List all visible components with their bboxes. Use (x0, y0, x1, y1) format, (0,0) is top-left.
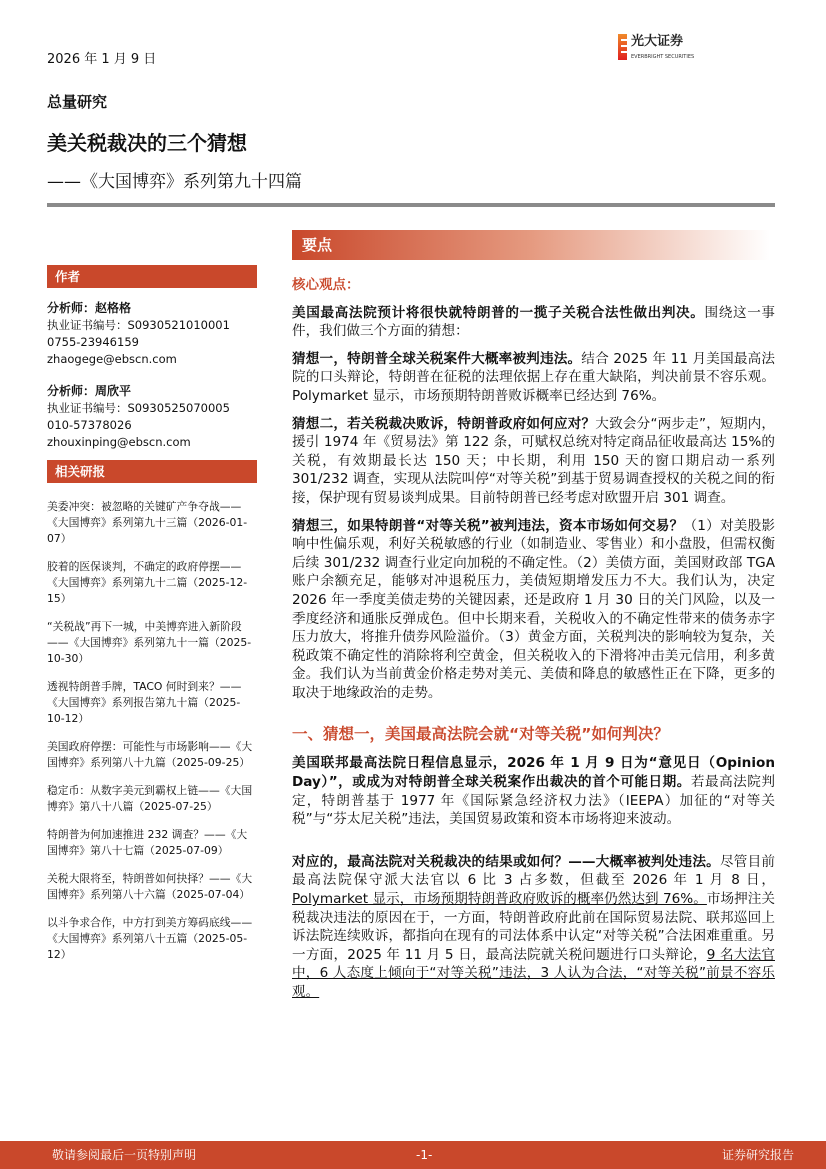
analyst-card (47, 383, 257, 451)
section-1-paragraph (292, 754, 775, 828)
underlined-text: 9 名大法官中，6 人态度上倾向于“对等关税”违法，3 人认为合法，“对等关税”前景不容乐观。 (292, 946, 775, 1000)
body-text: 围绕这一事件，我们做三个方面的猜想： (292, 304, 776, 340)
analyst-email[interactable]: zhaogege@ebscn.com (47, 352, 177, 366)
related-report-item[interactable]: 关税大限将至，特朗普如何抉择？——《大国博弈》系列第八十六篇（2025-07-04） (47, 872, 253, 901)
keypoints-banner (292, 230, 770, 260)
body-text: 结合 2025 年 11 月美国最高法院的口头辩论，特朗普在征税的法理依据上存在重大缺陷，判决前景不容乐观。Polymarket 显示，市场预期特朗普败诉概率已经达到 76%。 (292, 350, 775, 404)
body-text: 若最高法院判定，特朗普基于 1977 年《国际紧急经济权力法》（IEEPA）加征的“对等关税”与“芬太尼关税”违法，美国贸易政策和资本市场将迎来波动。 (292, 774, 775, 828)
conjecture-2 (292, 415, 775, 508)
body-text: （1）对美股影响中性偏乐观，利好关税敏感的行业（如制造业、零售业）和小盘股，但需权衡后续 301/232 调查行业定向加税的不确定性。（2）美债方面，美国财政部 TGA 账户余额充足，能够对冲退税压力，美债短期增发压力不大。我们认为，决定 2026 年一季度美债走势的关键因素，还是政府 1 月 30 日的关门风险，以及一季度经济和通胀反弹成色。但中长期来看，关税收入的不确定性带来的债务赤字压力放大，将推升债券风险溢价。（3）黄金方面，关税判决的影响较为复杂，关税政策不确定性的消除将利空黄金，但关税收入的下滑将冲击美元信用，利多黄金。我们认为当前黄金价格走势对美元、美债和降息的敏感性正在下降，更多的取决于地缘政治的走势。 (292, 517, 775, 701)
related-report-item[interactable]: 胶着的医保谈判，不确定的政府停摆——《大国博弈》系列第九十二篇（2025-12-15） (47, 560, 248, 605)
logo-mark-icon (618, 34, 627, 60)
lead-text: 猜想三，如果特朗普“对等关税”被判违法，资本市场如何交易？ (292, 517, 684, 534)
footer-report-type: 证券研究报告 (722, 1148, 795, 1162)
header-divider (47, 203, 775, 207)
conjecture-1 (292, 350, 775, 406)
report-subtitle: ——《大国博弈》系列第九十四篇 (47, 172, 302, 192)
analyst-email[interactable]: zhouxinping@ebscn.com (47, 435, 191, 449)
body-text: 市场押注关税裁决违法的原因在于，一方面，特朗普政府此前在国际贸易法院、联邦巡回上诉法院连续败诉，都指向在现有的司法体系中认定“对等关税”合法困难重重。另一方面，2025 年 11 月 5 日，最高法院就关税问题进行口头辩论， (292, 891, 775, 963)
related-report-item[interactable]: 特朗普为何加速推进 232 调查？——《大国博弈》第八十七篇（2025-07-09） (47, 828, 248, 857)
related-report-item[interactable]: 美委冲突：被忽略的关键矿产争夺战——《大国博弈》系列第九十三篇（2026-01-07） (47, 500, 248, 545)
related-report-item[interactable]: “关税战”再下一城，中美博弈进入新阶段——《大国博弈》系列第九十一篇（2025-10-30） (47, 620, 252, 665)
lead-text: 美国联邦最高法院日程信息显示，2026 年 1 月 9 日为“意见日（Opinion Day）”，或成为对特朗普全球关税案作出裁决的首个可能日期。 (292, 755, 775, 791)
keypoints-label: 要点 (302, 236, 333, 254)
lead-text: 猜想二，若关税裁决败诉，特朗普政府如何应对？ (292, 415, 596, 432)
brand-logo (618, 34, 718, 64)
report-date: 2026 年 1 月 9 日 (47, 52, 157, 67)
analyst-cert: 执业证书编号：S0930525070005 (47, 401, 230, 415)
lead-text: 猜想一，特朗普全球关税案件大概率被判违法。 (292, 350, 582, 367)
related-report-item[interactable]: 透视特朗普手牌，TACO 何时到来？——《大国博弈》系列报告第九十篇（2025-10-12） (47, 680, 242, 725)
section-1-heading: 一、猜想一，美国最高法院会就“对等关税”如何判决？ (292, 725, 669, 744)
analyst-card (47, 300, 257, 368)
analyst-name: 分析师：赵格格 (47, 301, 132, 315)
analyst-phone: 0755-23946159 (47, 335, 139, 349)
sidebar (47, 265, 257, 975)
logo-text-cn: 光大证券 (631, 34, 684, 49)
body-text: 尽管目前最高法院保守派大法官以 6 比 3 占多数，但截至 2026 年 1 月 8 日， (292, 853, 775, 889)
report-title: 美关税裁决的三个猜想 (47, 131, 247, 155)
report-category: 总量研究 (47, 93, 108, 111)
body-text: 大致会分“两步走”，短期内，援引 1974 年《贸易法》第 122 条，可赋权总统对特定商品征收最高达 15%的关税，有效期最长达 150 天；中长期，利用 150 天的窗口期启动一系列 301/232 调查，实现从法院叫停“对等关税”到基于贸易调查授权的关税之间的衔接，保护现有贸易谈判成果。目前特朗普已经考虑对欧盟开启 301 调查。 (292, 415, 776, 506)
section-1-paragraph (292, 853, 775, 1002)
underlined-text: Polymarket 显示，市场预期特朗普政府败诉的概率仍然达到 76%。 (292, 891, 707, 908)
summary-paragraph (292, 304, 775, 341)
main-content (292, 276, 775, 1011)
lead-text: 美国最高法院预计将很快就特朗普的一揽子关税合法性做出判决。 (292, 304, 705, 321)
related-report-item[interactable]: 以斗争求合作，中方打到美方筹码底线——《大国博弈》系列第八十五篇（2025-05-12） (47, 916, 253, 961)
page-footer (0, 1141, 826, 1169)
analyst-name: 分析师：周欣平 (47, 384, 132, 398)
lead-text: 对应的，最高法院对关税裁决的结果或如何？——大概率被判处违法。 (292, 853, 720, 870)
core-view-label: 核心观点： (292, 277, 360, 293)
analyst-cert: 执业证书编号：S0930521010001 (47, 318, 230, 332)
authors-header: 作者 (47, 265, 257, 288)
related-report-item[interactable]: 美国政府停摆：可能性与市场影响——《大国博弈》系列第八十九篇（2025-09-25） (47, 740, 253, 769)
logo-text-en: EVERBRIGHT SECURITIES (631, 54, 695, 60)
related-reports-list (47, 499, 257, 963)
analyst-phone: 010-57378026 (47, 418, 132, 432)
related-report-item[interactable]: 稳定币：从数字美元到霸权上链——《大国博弈》第八十八篇（2025-07-25） (47, 784, 253, 813)
page-number: -1- (416, 1148, 433, 1162)
related-reports-header: 相关研报 (47, 460, 257, 483)
footer-disclaimer: 敬请参阅最后一页特别声明 (52, 1148, 197, 1162)
conjecture-3 (292, 517, 775, 703)
